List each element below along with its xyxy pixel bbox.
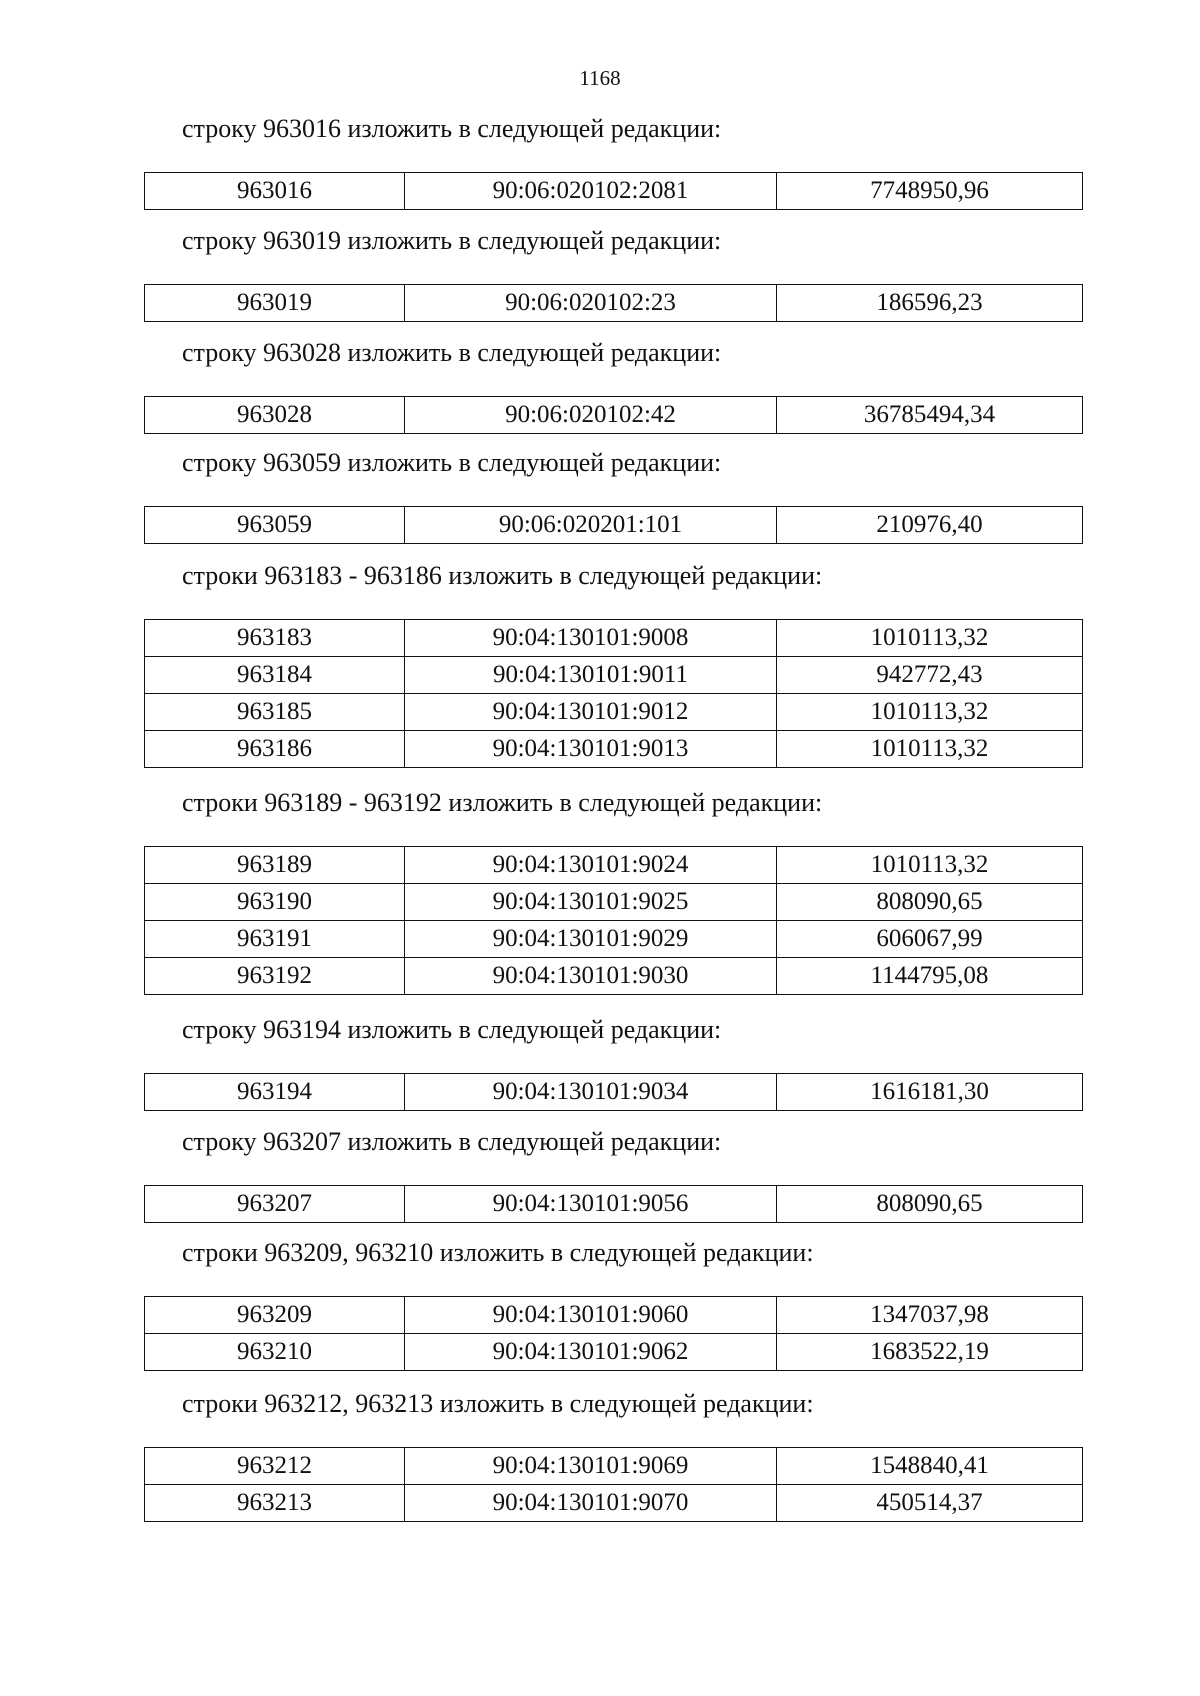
value-cell: 1683522,19 xyxy=(777,1334,1083,1371)
cadastral-number-cell: 90:04:130101:9012 xyxy=(405,694,777,731)
table-row xyxy=(145,620,1083,657)
replacement-table xyxy=(144,506,1083,544)
row-number-cell: 963190 xyxy=(145,884,405,921)
table-row xyxy=(145,657,1083,694)
value-cell: 808090,65 xyxy=(777,884,1083,921)
value-cell: 1548840,41 xyxy=(777,1448,1083,1485)
cadastral-number-cell: 90:04:130101:9025 xyxy=(405,884,777,921)
table-row xyxy=(145,884,1083,921)
cadastral-number-cell: 90:04:130101:9056 xyxy=(405,1186,777,1223)
table-row xyxy=(145,1297,1083,1334)
row-number-cell: 963019 xyxy=(145,285,405,322)
row-number-cell: 963213 xyxy=(145,1485,405,1522)
table-row xyxy=(145,958,1083,995)
value-cell: 606067,99 xyxy=(777,921,1083,958)
cadastral-number-cell: 90:04:130101:9008 xyxy=(405,620,777,657)
edit-instruction: строку 963194 изложить в следующей редакции: xyxy=(182,1015,722,1044)
table-row xyxy=(145,397,1083,434)
cadastral-number-cell: 90:04:130101:9029 xyxy=(405,921,777,958)
edit-instruction: строку 963207 изложить в следующей редакции: xyxy=(182,1127,722,1156)
row-number-cell: 963191 xyxy=(145,921,405,958)
row-number-cell: 963183 xyxy=(145,620,405,657)
table-row xyxy=(145,921,1083,958)
cadastral-number-cell: 90:06:020102:23 xyxy=(405,285,777,322)
replacement-table xyxy=(144,396,1083,434)
row-number-cell: 963059 xyxy=(145,507,405,544)
replacement-table xyxy=(144,846,1083,995)
cadastral-number-cell: 90:04:130101:9069 xyxy=(405,1448,777,1485)
table-row xyxy=(145,1186,1083,1223)
row-number-cell: 963207 xyxy=(145,1186,405,1223)
cadastral-number-cell: 90:04:130101:9062 xyxy=(405,1334,777,1371)
cadastral-number-cell: 90:04:130101:9011 xyxy=(405,657,777,694)
row-number-cell: 963186 xyxy=(145,731,405,768)
page-number: 1168 xyxy=(579,66,621,90)
value-cell: 36785494,34 xyxy=(777,397,1083,434)
edit-instruction: строку 963019 изложить в следующей редакции: xyxy=(182,226,722,255)
cadastral-number-cell: 90:06:020102:42 xyxy=(405,397,777,434)
value-cell: 186596,23 xyxy=(777,285,1083,322)
cadastral-number-cell: 90:04:130101:9034 xyxy=(405,1074,777,1111)
table-row xyxy=(145,285,1083,322)
cadastral-number-cell: 90:04:130101:9024 xyxy=(405,847,777,884)
replacement-table xyxy=(144,284,1083,322)
row-number-cell: 963185 xyxy=(145,694,405,731)
cadastral-number-cell: 90:04:130101:9030 xyxy=(405,958,777,995)
row-number-cell: 963016 xyxy=(145,173,405,210)
row-number-cell: 963209 xyxy=(145,1297,405,1334)
cadastral-number-cell: 90:04:130101:9070 xyxy=(405,1485,777,1522)
value-cell: 1347037,98 xyxy=(777,1297,1083,1334)
table-row xyxy=(145,1485,1083,1522)
row-number-cell: 963210 xyxy=(145,1334,405,1371)
row-number-cell: 963184 xyxy=(145,657,405,694)
edit-instruction: строку 963028 изложить в следующей редакции: xyxy=(182,338,722,367)
table-row xyxy=(145,694,1083,731)
cadastral-number-cell: 90:04:130101:9013 xyxy=(405,731,777,768)
value-cell: 942772,43 xyxy=(777,657,1083,694)
edit-instruction: строку 963016 изложить в следующей редакции: xyxy=(182,114,722,143)
value-cell: 210976,40 xyxy=(777,507,1083,544)
cadastral-number-cell: 90:04:130101:9060 xyxy=(405,1297,777,1334)
value-cell: 1144795,08 xyxy=(777,958,1083,995)
replacement-table xyxy=(144,619,1083,768)
edit-instruction: строки 963212, 963213 изложить в следующей редакции: xyxy=(182,1389,814,1418)
replacement-table xyxy=(144,1447,1083,1522)
edit-instruction: строки 963209, 963210 изложить в следующей редакции: xyxy=(182,1238,814,1267)
row-number-cell: 963192 xyxy=(145,958,405,995)
cadastral-number-cell: 90:06:020201:101 xyxy=(405,507,777,544)
replacement-table xyxy=(144,172,1083,210)
value-cell: 1010113,32 xyxy=(777,847,1083,884)
edit-instruction: строку 963059 изложить в следующей редакции: xyxy=(182,448,722,477)
table-row xyxy=(145,507,1083,544)
cadastral-number-cell: 90:06:020102:2081 xyxy=(405,173,777,210)
value-cell: 7748950,96 xyxy=(777,173,1083,210)
value-cell: 450514,37 xyxy=(777,1485,1083,1522)
row-number-cell: 963189 xyxy=(145,847,405,884)
value-cell: 1010113,32 xyxy=(777,731,1083,768)
replacement-table xyxy=(144,1073,1083,1111)
row-number-cell: 963028 xyxy=(145,397,405,434)
table-row xyxy=(145,173,1083,210)
row-number-cell: 963212 xyxy=(145,1448,405,1485)
table-row xyxy=(145,1448,1083,1485)
value-cell: 1010113,32 xyxy=(777,694,1083,731)
table-row xyxy=(145,847,1083,884)
edit-instruction: строки 963183 - 963186 изложить в следующей редакции: xyxy=(182,561,823,590)
replacement-table xyxy=(144,1185,1083,1223)
row-number-cell: 963194 xyxy=(145,1074,405,1111)
table-row xyxy=(145,1334,1083,1371)
replacement-table xyxy=(144,1296,1083,1371)
table-row xyxy=(145,1074,1083,1111)
value-cell: 1616181,30 xyxy=(777,1074,1083,1111)
value-cell: 1010113,32 xyxy=(777,620,1083,657)
value-cell: 808090,65 xyxy=(777,1186,1083,1223)
edit-instruction: строки 963189 - 963192 изложить в следующей редакции: xyxy=(182,788,823,817)
table-row xyxy=(145,731,1083,768)
